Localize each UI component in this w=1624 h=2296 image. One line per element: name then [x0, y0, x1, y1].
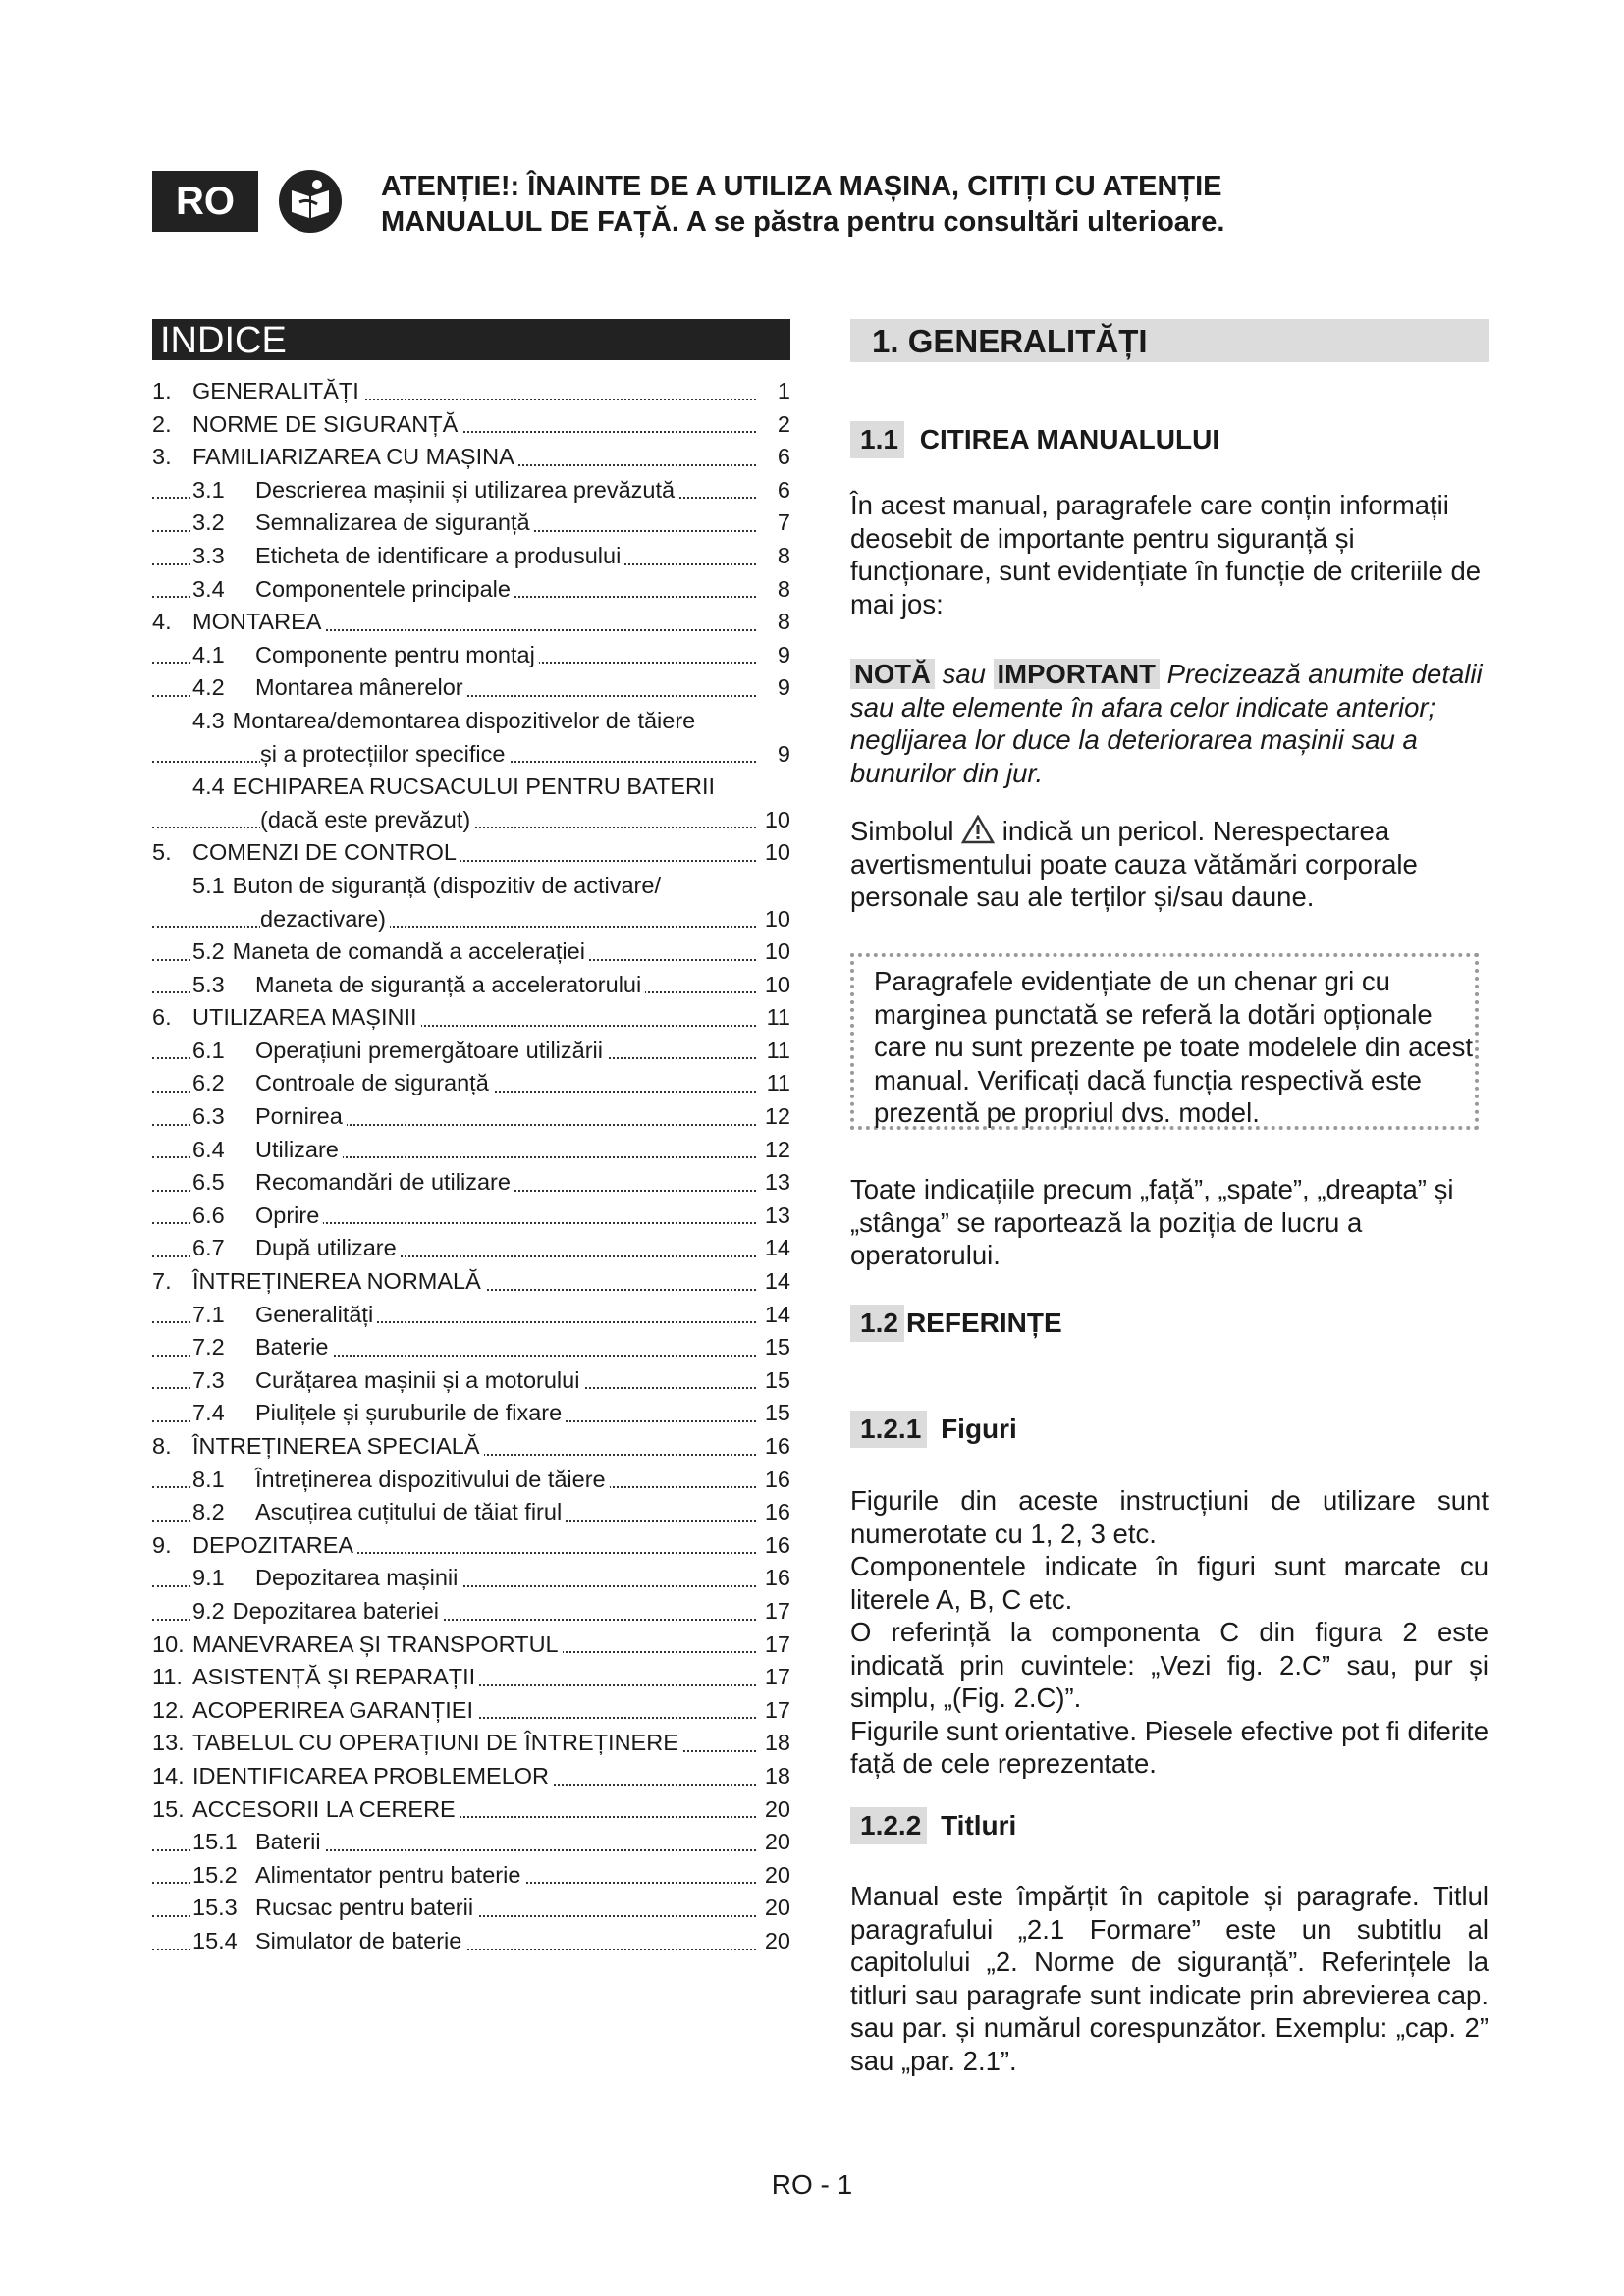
toc-page: 9: [774, 639, 790, 672]
table-of-contents: [152, 375, 790, 1958]
toc-text: [192, 972, 645, 997]
toc-leader: [152, 926, 756, 928]
optional-box-text: Paragrafele evidențiate de un chenar gri cu marginea punctată se referă la dotări opționale care nu sunt prezente pe toate modelele din acest manual. Verificați dacă funcția respectivă este prezentă pe propriul dvs. model.: [874, 966, 1473, 1128]
note-text: Precizează anumite detalii sau alte elemente în afara celor indicate anterior; neglijarea lor duce la deteriorarea mașinii sau a bunurilor din jur.: [850, 659, 1483, 788]
toc-text: [192, 1137, 343, 1162]
toc-entry: [152, 671, 790, 705]
toc-page: 16: [761, 1496, 790, 1529]
toc-page: 15: [761, 1364, 790, 1398]
toc-number: 9.2: [192, 1597, 225, 1624]
toc-number: 3.3: [192, 542, 225, 568]
toc-entry: [152, 1464, 790, 1497]
toc-entry: [152, 1727, 790, 1760]
toc-text: [192, 642, 539, 667]
toc-text: [192, 1103, 347, 1129]
toc-page: 13: [761, 1200, 790, 1233]
toc-page: 13: [761, 1166, 790, 1200]
toc-entry: [152, 1331, 790, 1364]
toc-text: [192, 1367, 583, 1393]
toc-text: [192, 1334, 332, 1360]
toc-entry: [152, 540, 790, 573]
section-1-1-heading: [850, 421, 1219, 458]
toc-text: [152, 609, 325, 634]
toc-number: 3.2: [192, 509, 225, 536]
toc-number: 3.1: [192, 476, 225, 503]
toc-text: [192, 774, 719, 799]
toc-page: 10: [761, 836, 790, 870]
toc-title: Rucsac pentru baterii: [255, 1895, 474, 1921]
toc-number: 7.4: [192, 1400, 225, 1426]
toc-text: [192, 1169, 514, 1195]
toc-entry: [152, 1397, 790, 1430]
toc-title: Montarea mânerelor: [255, 674, 463, 701]
toc-entry: [152, 1232, 790, 1265]
toc-entry: [152, 1200, 790, 1233]
toc-number: 15.: [152, 1795, 185, 1822]
toc-number: 3.: [152, 444, 172, 470]
toc-text: [192, 1499, 566, 1524]
toc-number: 15.1: [192, 1829, 238, 1855]
toc-title: Baterie: [255, 1334, 329, 1361]
toc-text: [192, 938, 589, 964]
toc-page: 14: [761, 1299, 790, 1332]
toc-title: MANEVRAREA ȘI TRANSPORTUL: [192, 1630, 559, 1657]
toc-title: dezactivare): [260, 905, 386, 932]
toc-page: 11: [763, 1067, 790, 1100]
toc-number: 9.1: [192, 1565, 225, 1591]
toc-entry: [152, 1595, 790, 1629]
toc-text: [192, 1202, 323, 1228]
toc-number: 4.: [152, 609, 172, 635]
symbol-text: indică un pericol. Nerespectarea avertismentului poate cauza vătămări corporale personale sau ale terților și/sau daune.: [850, 816, 1418, 912]
toc-page: 10: [761, 903, 790, 936]
toc-number: 7.1: [192, 1301, 225, 1327]
toc-text: [192, 1862, 524, 1888]
titles-text: Manual este împărțit în capitole și paragrafe. Titlul paragrafului „2.1 Formare” este un subtitlu al capitolului „2. Norme de siguranță”. Referințele la titluri sau paragrafe sunt indicate prin abrevierea cap. sau par. și numărul corespunzător. Exemplu: „cap. 2” sau „par. 2.1”.: [850, 1881, 1489, 2076]
toc-entry: [152, 1265, 790, 1299]
reading-manual-text: În acest manual, paragrafele care conțin informații deosebit de importante pentru siguranță și funcționare, sunt evidențiate în funcție de criteriile de mai jos:: [850, 490, 1482, 619]
toc-page: 12: [761, 1100, 790, 1134]
chapter-title: 1. GENERALITĂȚI: [850, 319, 1489, 362]
toc-title: Curățarea mașinii și a motorului: [255, 1366, 580, 1393]
toc-text: [152, 1664, 479, 1689]
toc-page: 10: [761, 969, 790, 1002]
toc-page: 15: [761, 1331, 790, 1364]
toc-number: 6.2: [192, 1070, 225, 1096]
toc-title: Întreținerea dispozitivului de tăiere: [255, 1466, 606, 1492]
toc-number: 4.4: [192, 774, 225, 800]
toc-title: Piulițele și șuruburile de fixare: [255, 1400, 563, 1426]
warning-line-2: MANUALUL DE FAȚĂ. A se păstra pentru consultări ulterioare.: [381, 206, 1225, 238]
toc-title: GENERALITĂȚI: [192, 378, 359, 403]
toc-text: [192, 1038, 607, 1063]
toc-number: 10.: [152, 1630, 185, 1657]
toc-title: Maneta de siguranță a acceleratorului: [255, 971, 642, 997]
toc-entry: [152, 606, 790, 639]
toc-entry: [152, 804, 790, 837]
toc-title: Utilizare: [255, 1136, 339, 1162]
toc-title: DEPOZITAREA: [192, 1531, 354, 1558]
toc-number: 15.2: [192, 1861, 238, 1888]
toc-entry: [152, 705, 790, 738]
section-title: Titluri: [941, 1810, 1017, 1841]
toc-entry: [152, 1166, 790, 1200]
toc-entry: [152, 969, 790, 1002]
toc-page: 9: [774, 671, 790, 705]
toc-number: 8.: [152, 1433, 172, 1459]
toc-entry: [152, 1100, 790, 1134]
figures-text: [850, 1484, 1489, 1781]
toc-number: 5.2: [192, 938, 225, 965]
toc-number: 6.: [152, 1004, 172, 1031]
toc-number: 1.: [152, 378, 172, 403]
toc-text: [152, 839, 460, 865]
section-number: 1.2.1: [850, 1411, 927, 1448]
toc-page: 8: [774, 606, 790, 639]
toc-entry: [152, 1496, 790, 1529]
toc-title: și a protecțiilor specifice: [260, 740, 506, 767]
toc-title: (dacă este prevăzut): [260, 806, 471, 832]
toc-entry: [152, 1793, 790, 1827]
figures-text-2: Componentele indicate în figuri sunt marcate cu literele A, B, C etc.: [850, 1551, 1489, 1615]
toc-text: [192, 674, 467, 700]
toc-page: 16: [761, 1562, 790, 1595]
toc-title: Generalități: [255, 1301, 374, 1327]
toc-text: [192, 708, 699, 733]
toc-number: 4.1: [192, 641, 225, 667]
figures-text-1: Figurile din aceste instrucțiuni de utilizare sunt numerotate cu 1, 2, 3 etc.: [850, 1485, 1489, 1549]
toc-title: Descrierea mașinii și utilizarea prevăzută: [255, 476, 676, 503]
toc-page: 17: [761, 1595, 790, 1629]
toc-title: Buton de siguranță (dispozitiv de activare/: [232, 872, 661, 898]
toc-text: [152, 1763, 553, 1789]
language-badge: RO: [152, 171, 258, 232]
directions-text: Toate indicațiile precum „față”, „spate”, „dreapta” și „stânga” se raportează la poziția de lucru a operatorului.: [850, 1174, 1454, 1270]
toc-number: 6.6: [192, 1201, 225, 1228]
toc-page: 10: [761, 935, 790, 969]
warning-triangle-icon: [961, 815, 995, 844]
toc-text: [152, 1796, 460, 1822]
toc-entry: [152, 1430, 790, 1464]
toc-text: [192, 873, 665, 898]
toc-number: 9.: [152, 1531, 172, 1558]
toc-text: [192, 1070, 493, 1095]
toc-number: 4.2: [192, 674, 225, 701]
toc-text: [152, 1730, 682, 1755]
toc-title: Depozitarea bateriei: [232, 1597, 439, 1624]
toc-number: 4.3: [192, 707, 225, 733]
toc-page: 20: [761, 1892, 790, 1925]
toc-page: 6: [774, 441, 790, 474]
toc-title: Oprire: [255, 1201, 320, 1228]
read-manual-warning: [381, 169, 1224, 240]
toc-title: NORME DE SIGURANȚĂ: [192, 410, 459, 437]
toc-text: [192, 1400, 566, 1425]
toc-text: [152, 1268, 485, 1294]
warning-line-1: ATENȚIE!: ÎNAINTE DE A UTILIZA MAȘINA, CITIȚI CU ATENȚIE: [381, 171, 1222, 202]
toc-page: 17: [761, 1629, 790, 1662]
toc-title: ÎNTREȚINEREA NORMALĂ: [192, 1268, 481, 1295]
toc-title: ASISTENȚĂ ȘI REPARAȚII: [192, 1664, 476, 1690]
toc-title: Pornirea: [255, 1103, 343, 1130]
note-tag: NOTĂ: [850, 659, 935, 689]
toc-page: 1: [774, 375, 790, 408]
toc-title: ÎNTREȚINEREA SPECIALĂ: [192, 1433, 480, 1459]
toc-text: [152, 1532, 357, 1558]
toc-entry: [152, 836, 790, 870]
toc-title: Recomandări de utilizare: [255, 1169, 511, 1196]
section-number: 1.2.2: [850, 1807, 927, 1844]
toc-entry: [152, 1760, 790, 1793]
toc-title: FAMILIARIZAREA CU MAȘINA: [192, 444, 514, 470]
toc-text: [152, 1697, 477, 1723]
toc-number: 6.4: [192, 1136, 225, 1162]
toc-number: 5.3: [192, 971, 225, 997]
toc-title: UTILIZAREA MAȘINII: [192, 1004, 417, 1031]
toc-title: Depozitarea mașinii: [255, 1565, 459, 1591]
toc-title: Operațiuni premergătoare utilizării: [255, 1037, 603, 1063]
toc-number: 5.: [152, 839, 172, 866]
toc-entry: [152, 1826, 790, 1859]
toc-entry: [152, 1694, 790, 1728]
toc-number: 5.1: [192, 872, 225, 898]
index-title: INDICE: [152, 319, 790, 360]
toc-page: 20: [761, 1826, 790, 1859]
toc-text: [260, 741, 509, 767]
toc-text: [192, 576, 514, 602]
toc-text: [192, 1928, 465, 1953]
toc-page: 10: [761, 804, 790, 837]
toc-title: După utilizare: [255, 1235, 397, 1261]
symbol-paragraph: [850, 815, 1489, 914]
toc-number: 6.7: [192, 1235, 225, 1261]
toc-title: Maneta de comandă a accelerației: [232, 938, 585, 965]
toc-page: 11: [763, 1001, 790, 1035]
toc-number: 15.4: [192, 1927, 238, 1953]
toc-number: 15.3: [192, 1895, 238, 1921]
toc-entry: [152, 738, 790, 772]
toc-page: 15: [761, 1397, 790, 1430]
toc-text: [192, 543, 624, 568]
toc-page: 6: [774, 474, 790, 507]
toc-entry: [152, 1001, 790, 1035]
section-number: 1.1: [850, 421, 904, 458]
toc-text: [192, 1598, 443, 1624]
toc-entry: [152, 1134, 790, 1167]
toc-number: 11.: [152, 1664, 183, 1690]
toc-entry: [152, 639, 790, 672]
toc-number: 7.: [152, 1268, 172, 1295]
toc-title: Eticheta de identificare a produsului: [255, 542, 622, 568]
toc-entry: [152, 573, 790, 607]
toc-title: Controale de siguranță: [255, 1070, 489, 1096]
toc-text: [152, 1631, 563, 1657]
section-number: 1.2: [850, 1305, 904, 1342]
toc-title: ACOPERIREA GARANȚIEI: [192, 1696, 473, 1723]
toc-entry: [152, 1529, 790, 1563]
toc-title: Componentele principale: [255, 575, 511, 602]
toc-number: 8.1: [192, 1466, 225, 1492]
toc-page: 8: [774, 573, 790, 607]
toc-page: 7: [774, 507, 790, 540]
toc-entry: [152, 1364, 790, 1398]
toc-number: 7.3: [192, 1366, 225, 1393]
toc-entry: [152, 1661, 790, 1694]
section-title: Figuri: [941, 1414, 1017, 1444]
toc-number: 3.4: [192, 575, 225, 602]
toc-page: 16: [761, 1430, 790, 1464]
toc-title: Montarea/demontarea dispozitivelor de tăiere: [232, 707, 696, 733]
important-tag: IMPORTANT: [994, 659, 1160, 689]
toc-entry: [152, 408, 790, 442]
toc-text: [152, 1004, 421, 1030]
toc-entry: [152, 1892, 790, 1925]
toc-number: 7.2: [192, 1334, 225, 1361]
toc-page: 11: [763, 1035, 790, 1068]
toc-text: [192, 1565, 461, 1590]
toc-text: [152, 411, 461, 437]
section-1-2-heading: [850, 1305, 1062, 1342]
toc-title: Alimentator pentru baterie: [255, 1861, 521, 1888]
toc-page: 14: [761, 1265, 790, 1299]
manual-book-icon: [278, 169, 343, 234]
toc-entry: [152, 507, 790, 540]
toc-entry: [152, 375, 790, 408]
toc-number: 13.: [152, 1730, 185, 1756]
toc-number: 8.2: [192, 1499, 225, 1525]
figures-text-4: Figurile sunt orientative. Piesele efective pot fi diferite față de cele reprezentate.: [850, 1715, 1489, 1779]
toc-page: 14: [761, 1232, 790, 1265]
toc-page: 16: [761, 1464, 790, 1497]
toc-title: COMENZI DE CONTROL: [192, 839, 457, 866]
toc-text: [152, 444, 518, 469]
toc-title: Ascuțirea cuțitului de tăiat firul: [255, 1499, 563, 1525]
page-number: RO - 1: [771, 2169, 853, 2200]
toc-entry: [152, 1299, 790, 1332]
toc-text: [192, 509, 534, 535]
toc-text: [192, 477, 678, 503]
toc-text: [152, 378, 363, 403]
symbol-pre: Simbolul: [850, 816, 954, 846]
toc-number: 6.5: [192, 1169, 225, 1196]
toc-page: 9: [774, 738, 790, 772]
toc-entry: [152, 441, 790, 474]
toc-entry: [152, 1035, 790, 1068]
optional-features-box: [850, 953, 1479, 1130]
toc-title: TABELUL CU OPERAȚIUNI DE ÎNTREȚINERE: [192, 1730, 678, 1756]
toc-text: [192, 1302, 377, 1327]
toc-title: Simulator de baterie: [255, 1927, 462, 1953]
figures-text-3: O referință la componenta C din figura 2 este indicată prin cuvintele: „Vezi fig. 2.C” sau, pur și simplu, „(Fig. 2.C)”.: [850, 1617, 1489, 1713]
toc-page: 20: [761, 1925, 790, 1958]
toc-page: 18: [761, 1727, 790, 1760]
toc-entry: [152, 771, 790, 804]
toc-number: 6.3: [192, 1103, 225, 1130]
general-section: [850, 319, 1489, 2076]
toc-entry: [152, 870, 790, 903]
toc-entry: [152, 1629, 790, 1662]
section-1-2-2-heading: [850, 1807, 1016, 1844]
toc-text: [192, 1829, 325, 1854]
note-sau: sau: [942, 659, 986, 689]
toc-number: 2.: [152, 410, 172, 437]
toc-title: MONTAREA: [192, 609, 322, 635]
header: [152, 169, 1478, 238]
toc-text: [192, 1467, 610, 1492]
toc-number: 12.: [152, 1696, 185, 1723]
toc-title: Baterii: [255, 1829, 321, 1855]
note-paragraph: [850, 658, 1489, 789]
toc-title: IDENTIFICAREA PROBLEMELOR: [192, 1762, 550, 1789]
toc-page: 2: [774, 408, 790, 442]
toc-entry: [152, 903, 790, 936]
toc-entry: [152, 1067, 790, 1100]
toc-entry: [152, 1859, 790, 1893]
toc-entry: [152, 1562, 790, 1595]
toc-number: 14.: [152, 1762, 185, 1789]
toc-title: ACCESORII LA CERERE: [192, 1795, 456, 1822]
toc-page: 8: [774, 540, 790, 573]
section-title: REFERINȚE: [905, 1308, 1062, 1338]
toc-page: 16: [761, 1529, 790, 1563]
toc-page: 20: [761, 1793, 790, 1827]
index-section: [152, 319, 790, 1958]
toc-text: [260, 807, 474, 832]
toc-title: Componente pentru montaj: [255, 641, 535, 667]
toc-text: [152, 1433, 484, 1459]
toc-page: 20: [761, 1859, 790, 1893]
toc-page: 18: [761, 1760, 790, 1793]
toc-entry: [152, 474, 790, 507]
section-title: CITIREA MANUALULUI: [919, 424, 1220, 454]
toc-title: Semnalizarea de siguranță: [255, 509, 530, 536]
section-1-2-1-heading: [850, 1411, 1017, 1448]
toc-number: 6.1: [192, 1037, 225, 1063]
toc-entry: [152, 1925, 790, 1958]
toc-title: ECHIPAREA RUCSACULUI PENTRU BATERII: [232, 774, 716, 800]
toc-text: [192, 1895, 477, 1920]
toc-page: 12: [761, 1134, 790, 1167]
toc-entry: [152, 935, 790, 969]
toc-page: 17: [761, 1661, 790, 1694]
toc-text: [260, 906, 390, 932]
toc-text: [192, 1235, 401, 1260]
toc-page: 17: [761, 1694, 790, 1728]
